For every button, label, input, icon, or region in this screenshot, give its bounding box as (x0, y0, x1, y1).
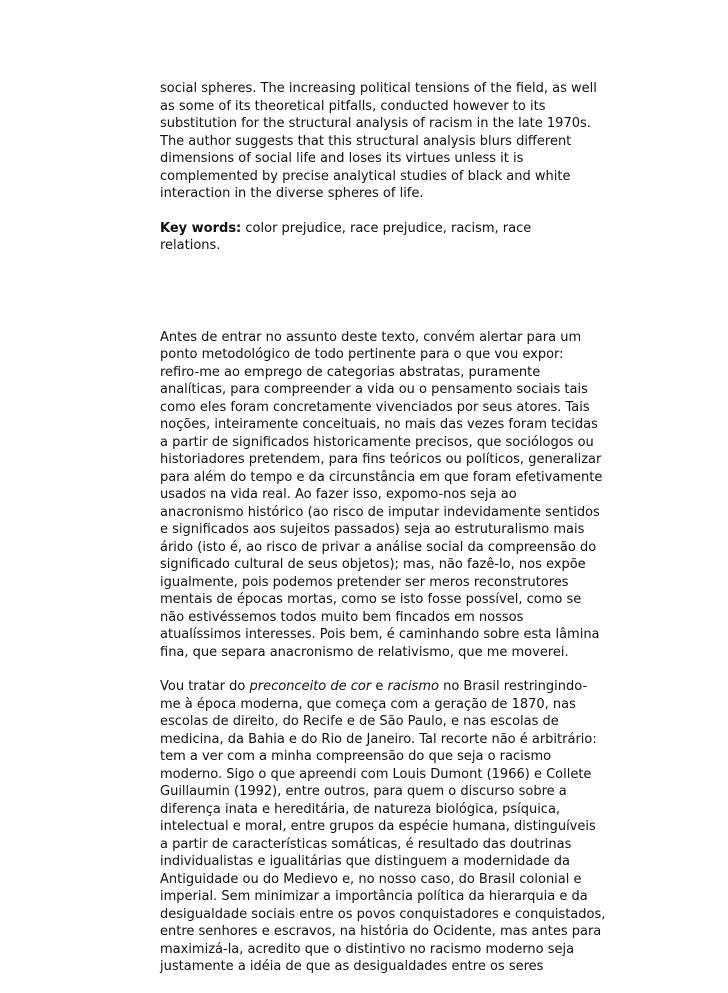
keywords-label: Key words: (160, 220, 242, 236)
paragraph-line: The author suggests that this structural analysis blurs different (160, 133, 572, 149)
paragraph-line: a partir de características somáticas, é resultado das doutrinas (160, 836, 572, 852)
paragraph-line: complemented by precise analytical studies of black and white (160, 168, 571, 184)
paragraph-line: justamente a idéia de que as desigualdades entre os seres (160, 959, 544, 974)
paragraph-line: anacronismo histórico (ao risco de imputar indevidamente sentidos (160, 504, 600, 520)
paragraph-line: medicina, da Bahia e do Rio de Janeiro. Tal recorte não é arbitrário: (160, 731, 597, 747)
text-run: Vou tratar do (160, 679, 250, 694)
paragraph-line: a partir de significados historicamente precisos, que sociólogos ou (160, 434, 594, 450)
paragraph-line: individualistas e igualitárias que distinguem a modernidade da (160, 854, 571, 869)
paragraph-line: me à época moderna, que começa com a geração de 1870, nas (160, 696, 576, 712)
abstract-paragraph (160, 80, 597, 203)
paragraph-line: diferença inata e hereditária, de natureza biológica, psíquica, (160, 801, 561, 817)
paragraph-line: Guillaumin (1992), entre outros, para quem o discurso sobre a (160, 784, 567, 799)
paragraph-line: substitution for the structural analysis of racism in the late 1970s. (160, 116, 591, 131)
paragraph-line: maximizá-la, acredito que o distintivo no racismo moderno seja (160, 941, 575, 957)
text-run: e (371, 679, 388, 694)
text-run: no Brasil restringindo- (438, 679, 588, 694)
paragraph-line: igualmente, pois podemos pretender ser meros reconstrutores (160, 574, 569, 590)
italic-term: preconceito de cor (249, 679, 372, 694)
paragraph-line: Antes de entrar no assunto deste texto, convém alertar para um (160, 329, 582, 345)
paragraph-line: Antiguidade ou do Medievo e, no nosso caso, do Brasil colonial e (160, 871, 582, 887)
paragraph-line (160, 678, 588, 696)
paragraph-line: não estivéssemos todos muito bem fincados em nossos (160, 609, 524, 625)
paragraph-line: para além do tempo e da circunstância em que foram efetivamente (160, 469, 603, 485)
paragraph-line: fina, que separa anacronismo de relativismo, que me moverei. (160, 644, 569, 660)
keywords-line (160, 220, 580, 255)
paragraph-line: árido (isto é, ao risco de privar a análise social da compreensão do (160, 539, 597, 555)
paragraph-line: mentais de épocas mortas, como se isto fosse possível, como se (160, 592, 582, 607)
paragraph-line: intelectual e moral, entre grupos da espécie humana, distinguíveis (160, 819, 596, 834)
paragraph-line: usados na vida real. Ao fazer isso, expomo-nos seja ao (160, 487, 517, 502)
paragraph-line: social spheres. The increasing political tensions of the field, as well (160, 81, 597, 96)
paragraph-line: imperial. Sem minimizar a importância política da hierarquia e da (160, 889, 588, 904)
paragraph-line: moderno. Sigo o que apreendi com Louis Dumont (1966) e Collete (160, 766, 592, 782)
paragraph-line: desigualdade sociais entre os povos conquistadores e conquistados, (160, 906, 606, 922)
paragraph-line: entre senhores e escravos, na história do Ocidente, mas antes para (160, 924, 602, 939)
paragraph-line: escolas de direito, do Recife e de São Paulo, e nas escolas de (160, 714, 559, 729)
blank-space (160, 255, 580, 329)
paragraph-line: atualíssimos interesses. Pois bem, é caminhando sobre esta lâmina (160, 627, 600, 642)
paragraph-line: tem a ver com a minha compreensão do que seja o racismo (160, 749, 552, 764)
body-paragraph-2 (160, 678, 606, 976)
keywords-value: color prejudice, race prejudice, racism, race relations. (160, 220, 532, 253)
paragraph-line: como eles foram concretamente vivenciados por seus atores. Tais (160, 399, 590, 415)
paragraph-line: noções, inteiramente conceituais, no mais das vezes foram tecidas (160, 417, 598, 432)
paragraph-line: historiadores pretendem, para fins teóricos ou políticos, generalizar (160, 452, 602, 467)
paragraph-line: significado cultural de seus objetos); mas, não fazê-lo, nos expõe (160, 557, 586, 572)
paragraph-line: e significados aos sujeitos passados) seja ao estruturalismo mais (160, 522, 585, 537)
body-paragraph-1 (160, 329, 603, 662)
paragraph-line: ponto metodológico de todo pertinente para o que vou expor: (160, 347, 564, 362)
paragraph-line: dimensions of social life and loses its virtues unless it is (160, 151, 524, 166)
paragraph-line: interaction in the diverse spheres of life. (160, 186, 424, 201)
paragraph-line: refiro-me ao emprego de categorias abstratas, puramente (160, 364, 541, 380)
document-page (160, 80, 606, 993)
paragraph-line: analíticas, para compreender a vida ou o pensamento sociais tais (160, 382, 588, 397)
italic-term: racismo (387, 679, 439, 694)
paragraph-line: as some of its theoretical pitfalls, conducted however to its (160, 98, 546, 114)
